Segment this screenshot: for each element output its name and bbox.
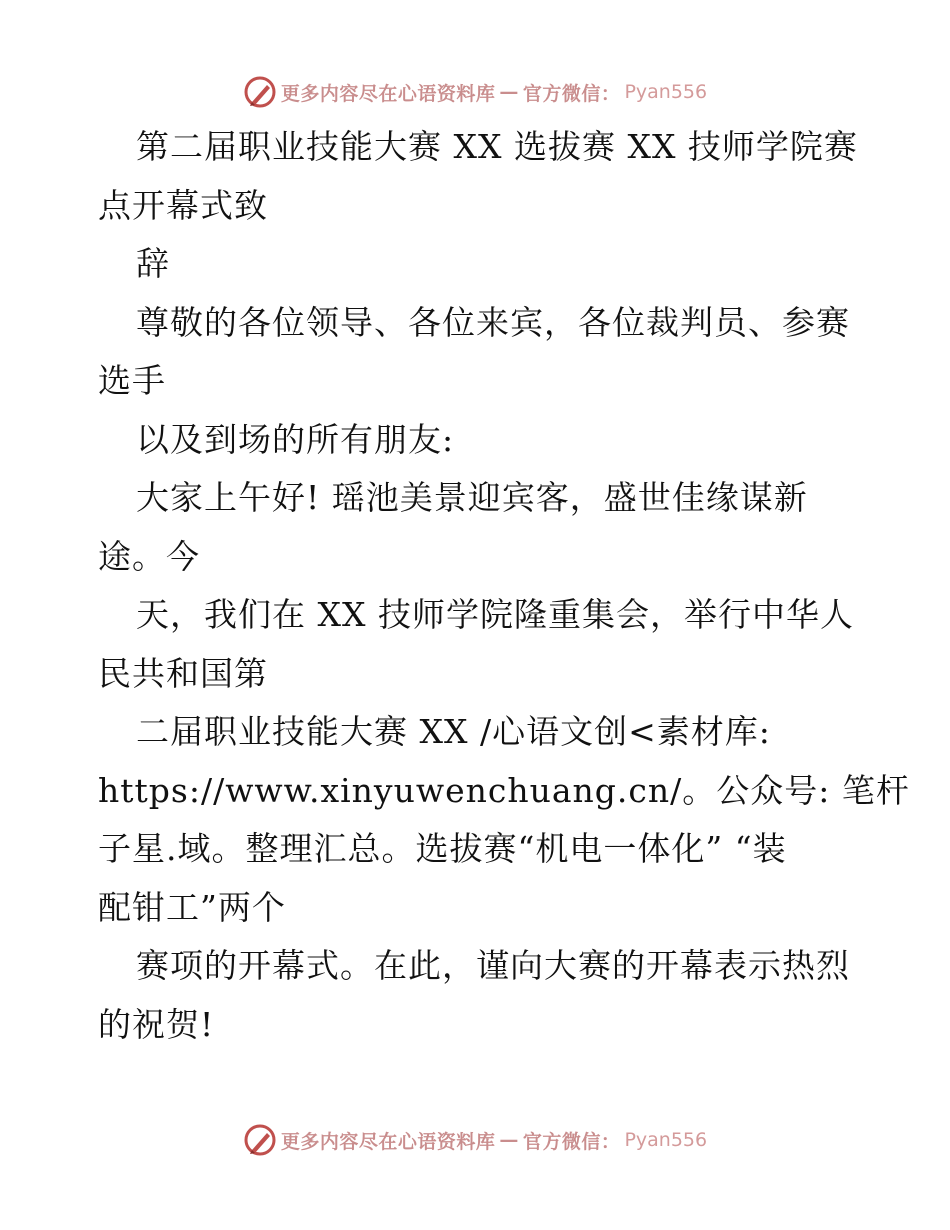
watermark-wechat-label: 官方微信：: [522, 1130, 621, 1153]
footer-watermark: [0, 1120, 950, 1160]
doc-line: 子星.域。整理汇总。选拔赛“机电一体化” “装: [98, 829, 787, 868]
document-body: [98, 118, 910, 1054]
watermark-wechat-id: Pyan556: [624, 81, 708, 103]
watermark-wechat-id: Pyan556: [624, 1129, 708, 1151]
header-watermark: [0, 72, 950, 112]
doc-line: https://www.xinyuwenchuang.cn/。公众号: 笔杆: [98, 770, 910, 810]
doc-line: 辞: [136, 244, 170, 283]
doc-line: 选手: [98, 361, 166, 400]
doc-line: 民共和国第: [98, 653, 268, 693]
watermark-main-text: 更多内容尽在心语资料库: [280, 82, 496, 105]
watermark-dash: —: [499, 1129, 519, 1151]
doc-line: 大家上午好! 瑶池美景迎宾客，盛世佳缘谋新: [136, 478, 808, 517]
pen-logo-icon: [243, 75, 277, 109]
doc-line: 点开幕式致: [98, 185, 268, 225]
doc-line: 的祝贺!: [98, 1004, 215, 1044]
doc-line: 以及到场的所有朋友:: [136, 419, 455, 459]
watermark-main-text: 更多内容尽在心语资料库: [280, 1130, 496, 1153]
doc-line: 二届职业技能大赛 XX /心语文创<素材库:: [136, 712, 771, 751]
doc-line: 尊敬的各位领导、各位来宾，各位裁判员、参赛: [136, 302, 850, 342]
doc-line: 配钳工”两个: [98, 887, 286, 927]
doc-line: 第二届职业技能大赛 XX 选拔赛 XX 技师学院赛: [136, 127, 858, 166]
pen-logo-icon: [243, 1123, 277, 1157]
doc-line: 赛项的开幕式。在此，谨向大赛的开幕表示热烈: [136, 946, 850, 985]
doc-line: 天，我们在 XX 技师学院隆重集会，举行中华人: [136, 595, 854, 634]
doc-line: 途。今: [98, 536, 200, 576]
watermark-dash: —: [499, 81, 519, 103]
watermark-wechat-label: 官方微信：: [522, 82, 621, 105]
